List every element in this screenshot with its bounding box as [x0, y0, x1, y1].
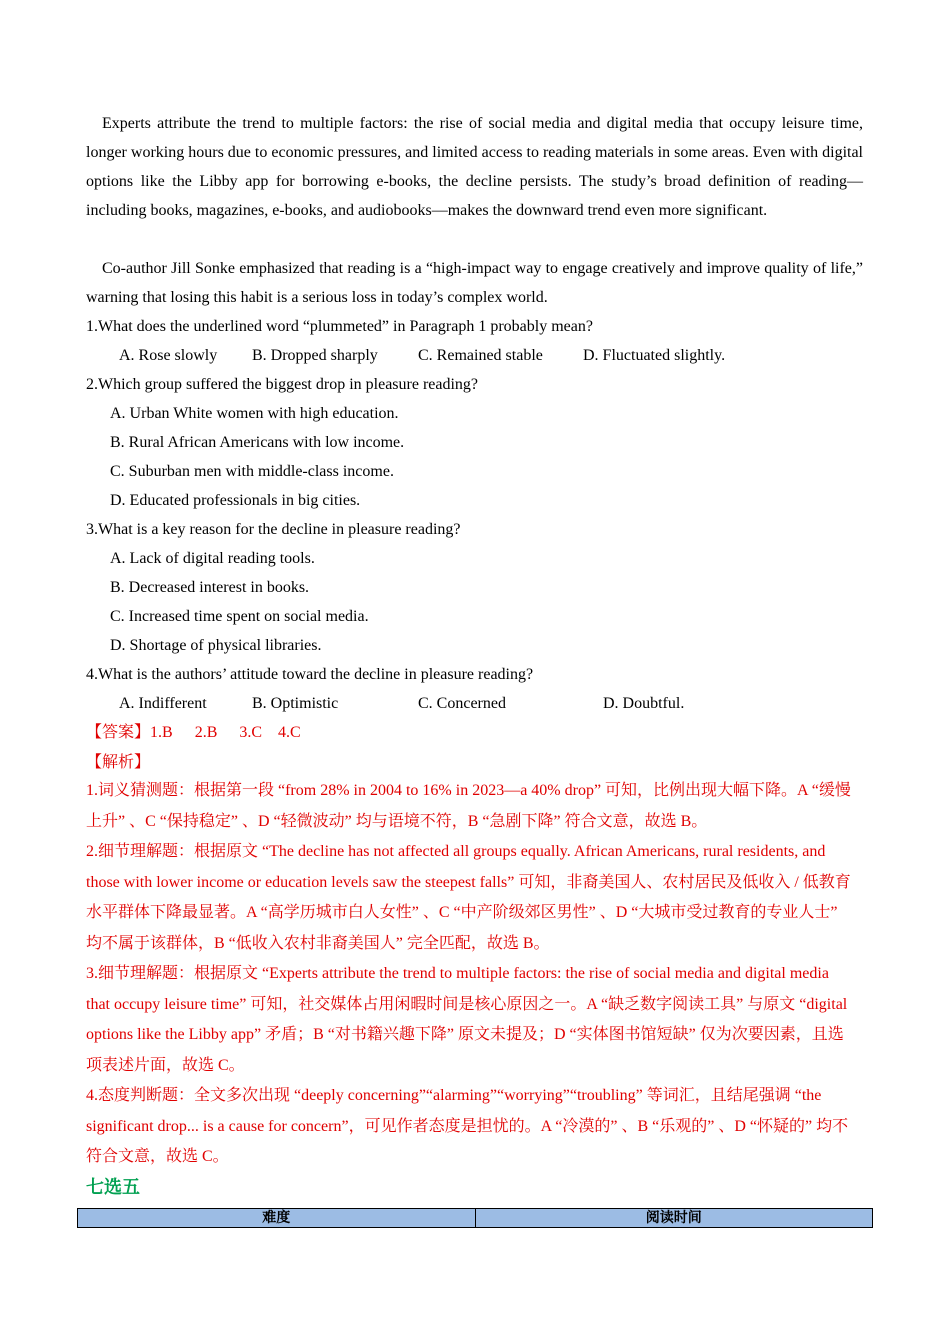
- analysis-item-2: 2.细节理解题：根据原文 “The decline has not affected all groups equally. African Americans, rural residents, and those with lower income or education levels saw the steepest falls” 可知，非裔美国人、农村居民及低收入 / 低教育水平群体下降最显著。A “高学历城市白人女性” 、C “中产阶级郊区男性” 、D “大城市受过教育的专业人士” 均不属于该群体，B “低收入农村非裔美国人” 完全匹配，故选 B。: [86, 843, 851, 952]
- question-3-option-a: A. Lack of digital reading tools.: [110, 550, 315, 567]
- answer-item-3: 3.C: [239, 724, 263, 741]
- answer-item-4: 4.C: [278, 724, 301, 741]
- passage-paragraph-1-text: Experts attribute the trend to multiple factors: the rise of social media and digital media that occupy leisure time, longer working hours due to economic pressures, and limited access to reading materials in some areas. Even with digital options like the Libby app for borrowing e-books, the decline persists. The study’s broad definition of reading—including books, magazines, e-books, and audiobooks—makes the downward trend even more significant.: [86, 115, 863, 219]
- answer-line: [86, 718, 301, 747]
- question-2-option-a: A. Urban White women with high education.: [110, 405, 399, 422]
- answer-item-2: 2.B: [194, 724, 218, 741]
- question-2-option-b: B. Rural African Americans with low income.: [110, 434, 405, 451]
- analysis-block: [86, 776, 856, 1173]
- answer-item-1: 1.B: [150, 724, 173, 741]
- question-4-option-b: B. Optimistic: [252, 695, 339, 712]
- question-1-stem: 1.What does the underlined word “plummeted” in Paragraph 1 probably mean?: [86, 318, 593, 335]
- question-4-option-c: C. Concerned: [418, 695, 506, 712]
- question-2-option-d: D. Educated professionals in big cities.: [110, 492, 361, 509]
- question-3-option-b: B. Decreased interest in books.: [110, 579, 310, 596]
- question-4-stem: 4.What is the authors’ attitude toward the decline in pleasure reading?: [86, 666, 534, 683]
- analysis-item-1: 1.词义猜测题：根据第一段 “from 28% in 2004 to 16% in 2023—a 40% drop” 可知，比例出现大幅下降。A “缓慢上升” 、C “保持稳定” 、D “轻微波动” 均与语境不符，B “急剧下降” 符合文意，故选 B。: [86, 782, 851, 830]
- passage-paragraph-1: [86, 109, 863, 225]
- passage-paragraph-2: [86, 254, 863, 312]
- question-2-option-c: C. Suburban men with middle-class income.: [110, 463, 394, 480]
- question-3-option-c: C. Increased time spent on social media.: [110, 608, 369, 625]
- question-1-option-a: A. Rose slowly: [119, 347, 218, 364]
- question-1-option-c: C. Remained stable: [418, 347, 543, 364]
- table-header-reading-time: 阅读时间: [475, 1209, 873, 1227]
- analysis-item-4: 4.态度判断题：全文多次出现 “deeply concerning”“alarming”“worrying”“troubling” 等词汇，且结尾强调 “the significant drop... is a cause for concern”，可见作者态度是担忧的。A “冷漠的” 、B “乐观的” 、D “怀疑的” 均不符合文意，故选 C。: [86, 1087, 849, 1165]
- analysis-label: 【解析】: [86, 754, 151, 771]
- question-4-option-a: A. Indifferent: [119, 695, 207, 712]
- question-3-option-d: D. Shortage of physical libraries.: [110, 637, 322, 654]
- question-1-option-b: B. Dropped sharply: [252, 347, 378, 364]
- answer-label: 【答案】: [86, 724, 151, 741]
- analysis-item-3: 3.细节理解题：根据原文 “Experts attribute the trend to multiple factors: the rise of social media and digital media that occupy leisure time” 可知，社交媒体占用闲暇时间是核心原因之一。A “缺乏数字阅读工具” 与原文 “digital options like the Libby app” 矛盾；B “对书籍兴趣下降” 原文未提及；D “实体图书馆短缺” 仅为次要因素，且选项表述片面，故选 C。: [86, 965, 848, 1074]
- question-1-option-d: D. Fluctuated slightly.: [583, 347, 726, 364]
- question-3-stem: 3.What is a key reason for the decline in pleasure reading?: [86, 521, 461, 538]
- question-4-option-d: D. Doubtful.: [603, 695, 685, 712]
- section-heading: 七选五: [86, 1177, 140, 1198]
- table-header-difficulty: 难度: [262, 1210, 291, 1226]
- passage-paragraph-2-text: Co-author Jill Sonke emphasized that reading is a “high-impact way to engage creatively and improve quality of life,” warning that losing this habit is a serious loss in today’s complex world.: [86, 260, 863, 306]
- info-table-header: [77, 1208, 873, 1228]
- question-2-stem: 2.Which group suffered the biggest drop in pleasure reading?: [86, 376, 479, 393]
